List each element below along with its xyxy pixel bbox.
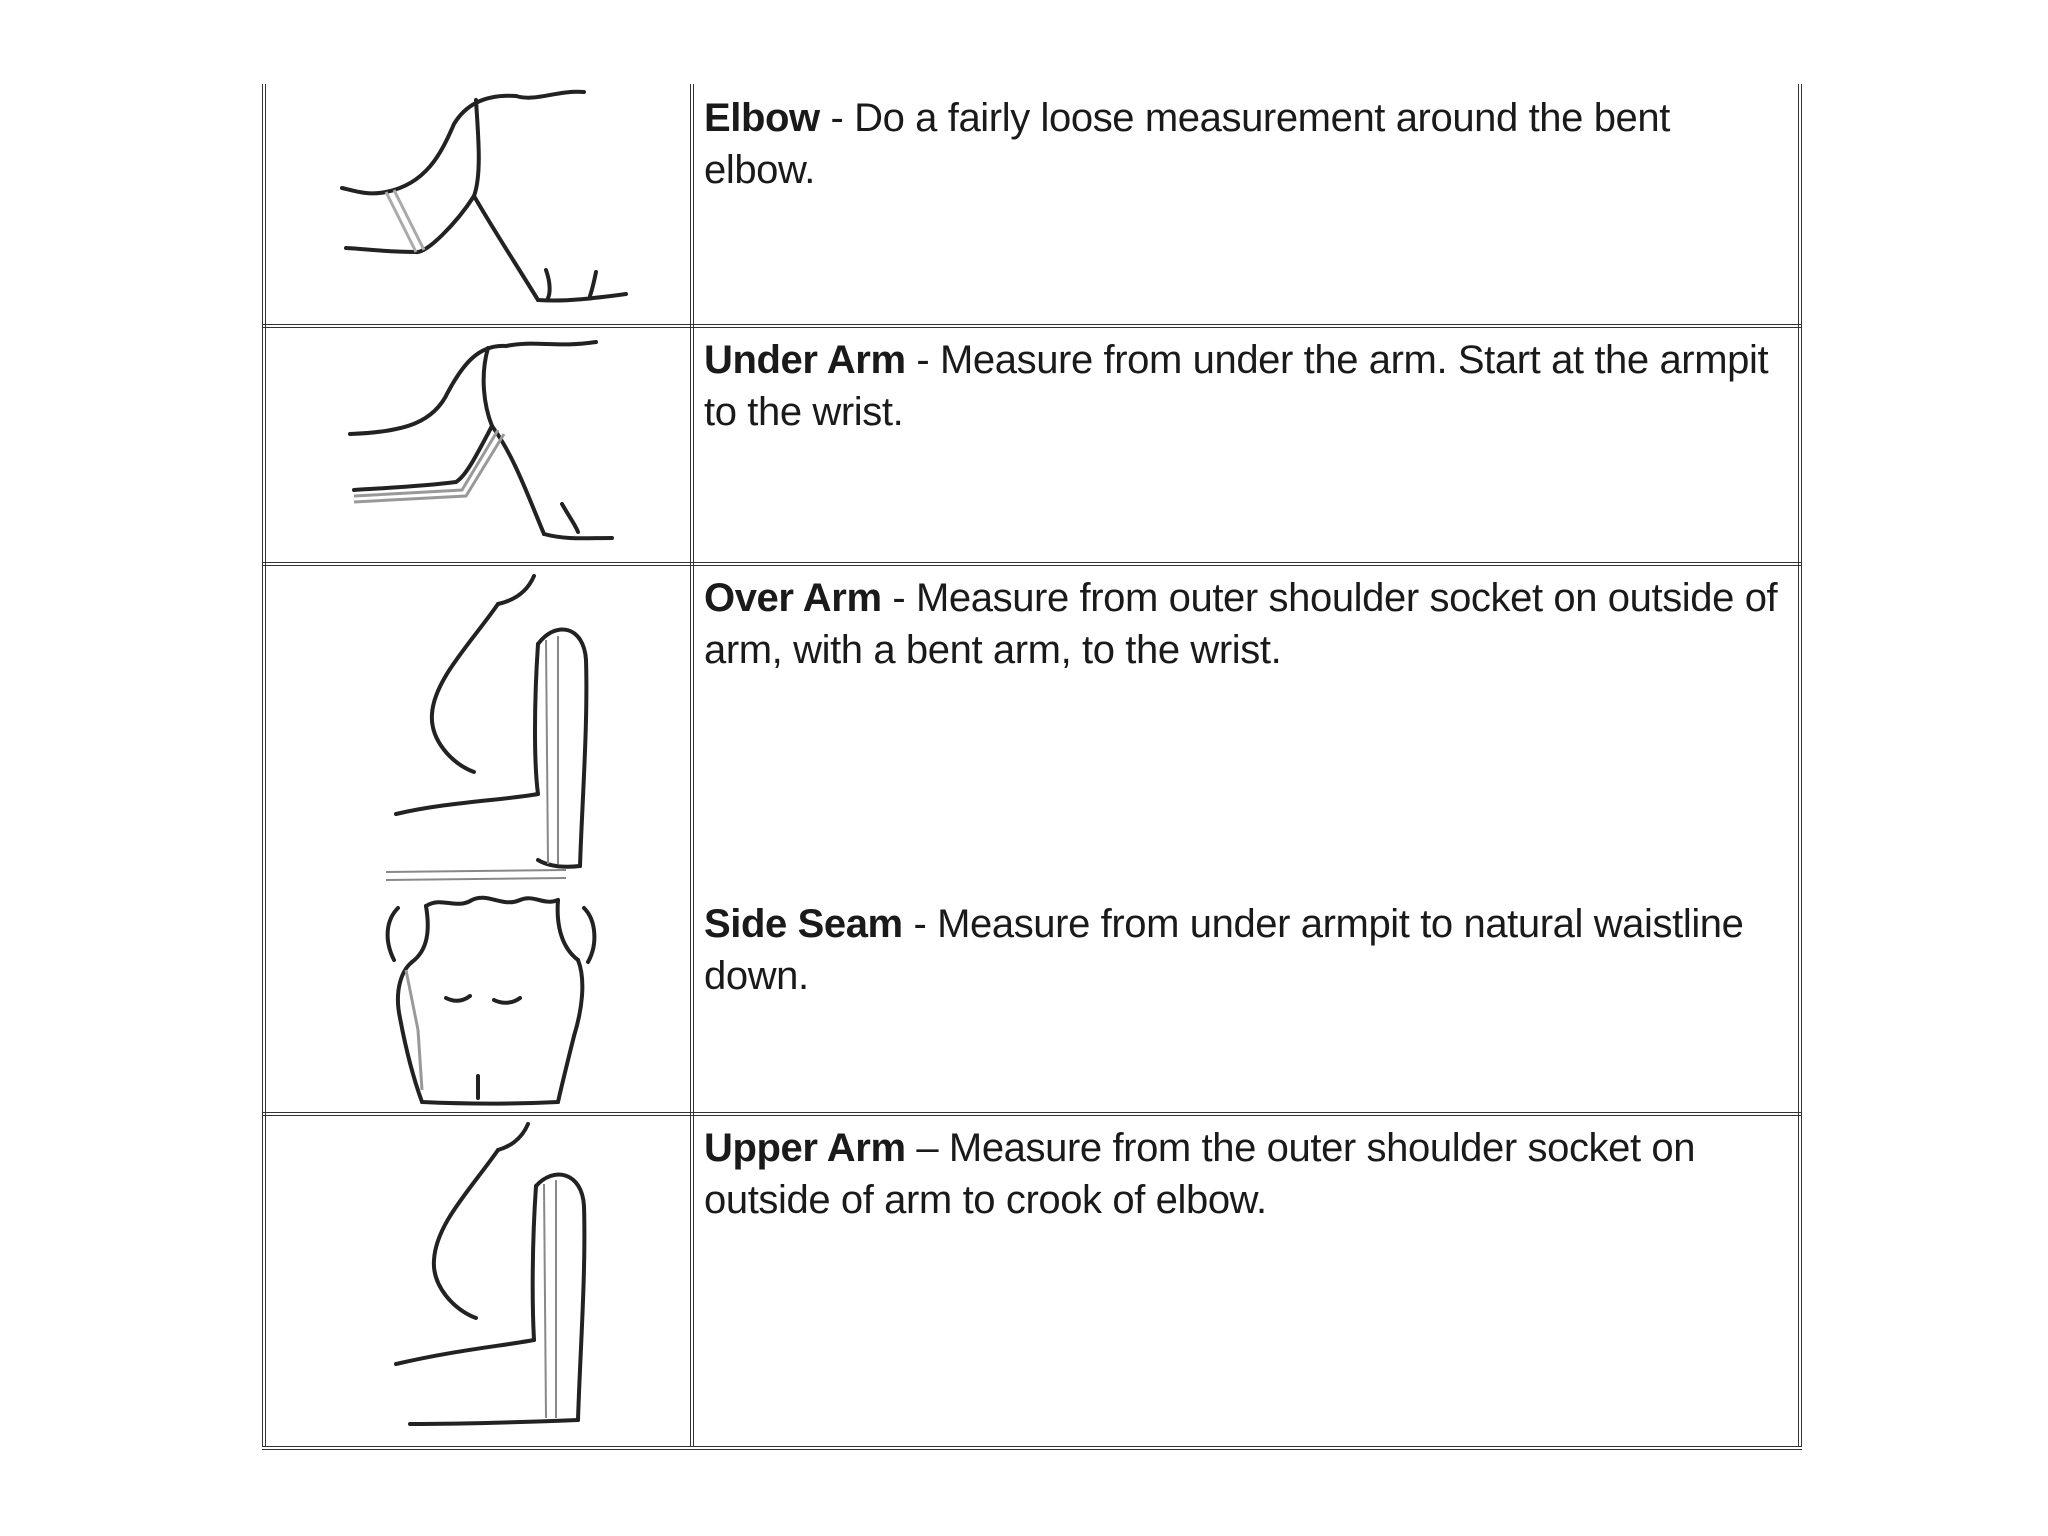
bent-arm-elbow-measure-icon (266, 84, 690, 326)
table-row (262, 326, 1802, 564)
description-cell (694, 890, 1802, 1114)
table-row (262, 84, 1802, 326)
description-cell (694, 326, 1802, 564)
description-text: Do a fairly loose measurement around the bent elbow. (704, 96, 1670, 192)
term-label: Side Seam (704, 902, 903, 946)
over-arm-measure-icon (266, 564, 690, 890)
term-label: Upper Arm (704, 1126, 906, 1170)
term-label: Over Arm (704, 576, 882, 620)
description-text: Measure from under armpit to natural waistline down. (704, 902, 1744, 998)
description-text: Measure from the outer shoulder socket on outside of arm to crook of elbow. (704, 1126, 1696, 1222)
illustration-cell (262, 1114, 694, 1446)
illustration-cell (262, 84, 694, 326)
description-cell (694, 84, 1802, 326)
table-row (262, 1114, 1802, 1446)
under-arm-measure-icon (266, 326, 690, 564)
torso-side-seam-icon (266, 890, 690, 1114)
description-cell (694, 1114, 1802, 1446)
illustration-cell (262, 326, 694, 564)
table-row (262, 890, 1802, 1114)
measurement-table (262, 84, 1802, 1446)
term-label: Under Arm (704, 338, 906, 382)
separator: - (819, 96, 855, 140)
upper-arm-measure-icon (266, 1114, 690, 1446)
description-text: Measure from outer shoulder socket on outside of arm, with a bent arm, to the wrist. (704, 576, 1778, 672)
term-label: Elbow (704, 96, 820, 140)
illustration-cell (262, 564, 694, 890)
description-cell (694, 564, 1802, 890)
separator: - (881, 576, 916, 620)
description-text: Measure from under the arm. Start at the armpit to the wrist. (704, 338, 1769, 434)
separator: - (902, 902, 938, 946)
table-row (262, 564, 1802, 890)
illustration-cell (262, 890, 694, 1114)
separator: – (905, 1126, 949, 1170)
separator: - (905, 338, 940, 382)
